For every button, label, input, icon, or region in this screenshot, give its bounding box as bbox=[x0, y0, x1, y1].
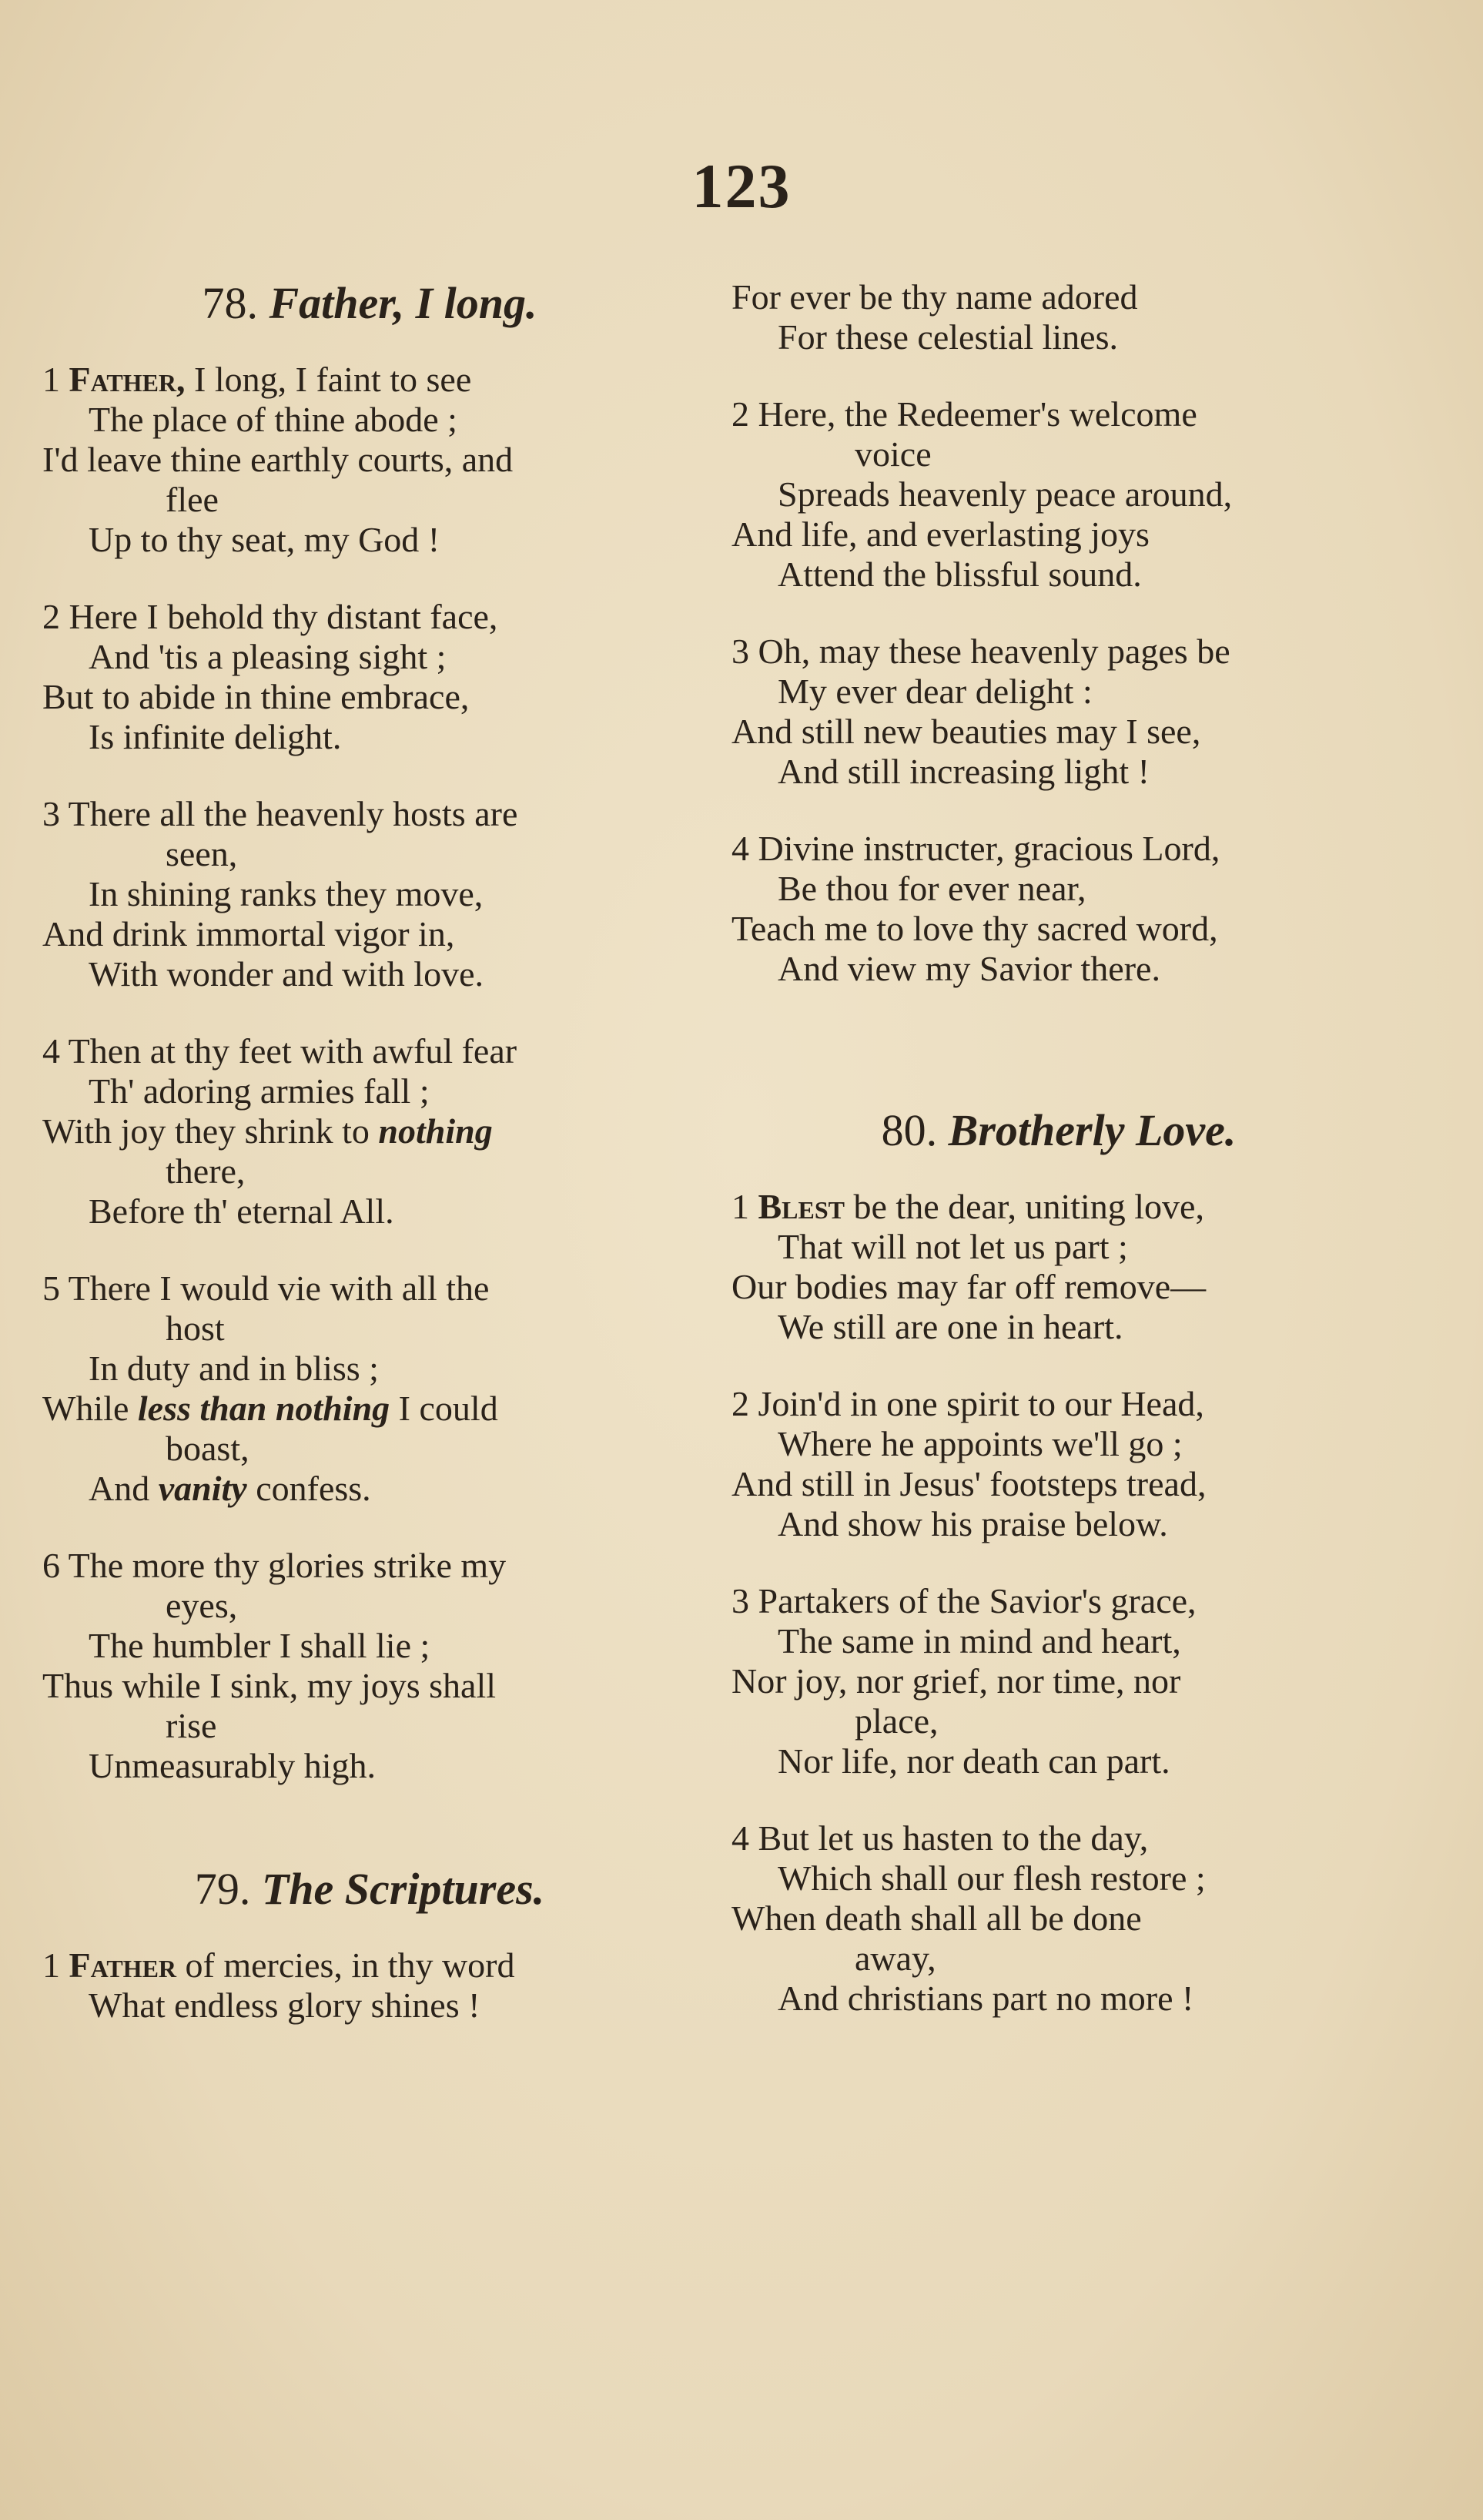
verse-line: And show his praise below. bbox=[778, 1504, 1168, 1543]
verse-line: Th' adoring armies fall ; bbox=[89, 1071, 430, 1111]
verse-line: 6 The more thy glories strike my bbox=[42, 1546, 507, 1585]
hymn-79 bbox=[42, 1863, 697, 2026]
verse-line: My ever dear delight : bbox=[778, 672, 1093, 711]
hymn-name: The Scriptures. bbox=[261, 1864, 545, 1914]
verse-line: 3 There all the heavenly hosts are bbox=[42, 794, 518, 833]
verse-line: Teach me to love thy sacred word, bbox=[731, 909, 1218, 948]
stanza bbox=[731, 1818, 1386, 2019]
hymn-80 bbox=[731, 1104, 1386, 2019]
verse-line: 3 Oh, may these heavenly pages be bbox=[731, 632, 1230, 671]
stanza bbox=[42, 1546, 697, 1786]
verse-line: Where he appoints we'll go ; bbox=[778, 1424, 1183, 1463]
verse-line: Nor life, nor death can part. bbox=[778, 1741, 1170, 1781]
verse-line: flee bbox=[166, 480, 219, 519]
verse-line: 2 Here, the Redeemer's welcome bbox=[731, 394, 1197, 434]
verse-line: 1 Father, I long, I faint to see bbox=[42, 360, 472, 399]
verse-line: And drink immortal vigor in, bbox=[42, 914, 455, 953]
hymn-79-continued bbox=[731, 277, 1386, 989]
verse-line: With joy they shrink to nothing bbox=[42, 1111, 493, 1151]
stanza bbox=[731, 632, 1386, 792]
verse-line: When death shall all be done bbox=[731, 1898, 1142, 1938]
hymn-name: Father, I long. bbox=[269, 278, 537, 328]
hymn-number: 78. bbox=[202, 278, 258, 328]
page-number: 123 bbox=[691, 151, 792, 221]
verse-line: rise bbox=[166, 1706, 217, 1745]
verse-line: 5 There I would vie with all the bbox=[42, 1268, 490, 1308]
stanza bbox=[42, 1945, 697, 2026]
verse-line: Up to thy seat, my God ! bbox=[89, 520, 440, 559]
verse-line: And vanity confess. bbox=[89, 1469, 371, 1508]
verse-line: place, bbox=[855, 1701, 939, 1741]
stanza bbox=[731, 277, 1386, 357]
stanza bbox=[731, 394, 1386, 595]
verse-line: In duty and in bliss ; bbox=[89, 1349, 379, 1388]
hymn-number: 79. bbox=[194, 1864, 251, 1914]
verse-line: 4 But let us hasten to the day, bbox=[731, 1818, 1149, 1858]
verse-line: eyes, bbox=[166, 1586, 238, 1625]
verse-line: Our bodies may far off remove— bbox=[731, 1267, 1207, 1306]
verse-line: host bbox=[166, 1309, 225, 1348]
verse-line: And life, and everlasting joys bbox=[731, 514, 1150, 554]
verse-line: And still in Jesus' footsteps tread, bbox=[731, 1464, 1207, 1503]
verse-line: Be thou for ever near, bbox=[778, 869, 1086, 908]
stanza bbox=[731, 829, 1386, 989]
verse-line: voice bbox=[855, 434, 932, 474]
stanza bbox=[731, 1581, 1386, 1781]
verse-line: Spreads heavenly peace around, bbox=[778, 474, 1233, 514]
emphasis: nothing bbox=[378, 1111, 493, 1151]
verse-line: For these celestial lines. bbox=[778, 317, 1118, 357]
hymn-title bbox=[42, 1863, 697, 1915]
hymn-name: Brotherly Love. bbox=[948, 1105, 1237, 1155]
verse-line: And still increasing light ! bbox=[778, 752, 1150, 791]
verse-line: The humbler I shall lie ; bbox=[89, 1626, 430, 1665]
verse-line: seen, bbox=[166, 834, 238, 873]
verse-line: Before th' eternal All. bbox=[89, 1191, 394, 1231]
verse-line: 3 Partakers of the Savior's grace, bbox=[731, 1581, 1197, 1620]
hymn-number: 80. bbox=[881, 1105, 938, 1155]
hymn-title bbox=[731, 1104, 1386, 1156]
verse-line: 2 Here I behold thy distant face, bbox=[42, 597, 498, 636]
stanza bbox=[42, 360, 697, 560]
verse-line: Is infinite delight. bbox=[89, 717, 342, 756]
verse-line: In shining ranks they move, bbox=[89, 874, 484, 913]
verse-line: away, bbox=[855, 1939, 936, 1978]
verse-line: Nor joy, nor grief, nor time, nor bbox=[731, 1661, 1181, 1701]
verse-line: And christians part no more ! bbox=[778, 1979, 1194, 2018]
stanza bbox=[42, 794, 697, 994]
stanza bbox=[731, 1187, 1386, 1347]
stanza bbox=[42, 1268, 697, 1509]
emphasis: vanity bbox=[158, 1469, 247, 1508]
verse-line: While less than nothing I could bbox=[42, 1389, 498, 1428]
hymn-title bbox=[42, 277, 697, 329]
verse-line: 2 Join'd in one spirit to our Head, bbox=[731, 1384, 1204, 1423]
verse-line: We still are one in heart. bbox=[778, 1307, 1123, 1346]
verse-line: there, bbox=[166, 1151, 246, 1191]
stanza bbox=[731, 1384, 1386, 1544]
verse-line: boast, bbox=[166, 1429, 249, 1468]
verse-line: What endless glory shines ! bbox=[89, 1986, 480, 2025]
verse-line: 4 Then at thy feet with awful fear bbox=[42, 1031, 517, 1071]
verse-line: 1 Father of mercies, in thy word bbox=[42, 1945, 515, 1985]
verse-line: 4 Divine instructer, gracious Lord, bbox=[731, 829, 1220, 868]
verse-line: Attend the blissful sound. bbox=[778, 555, 1142, 594]
emphasis: less than nothing bbox=[137, 1389, 390, 1428]
verse-line: The same in mind and heart, bbox=[778, 1621, 1181, 1660]
verse-line: Which shall our flesh restore ; bbox=[778, 1858, 1206, 1898]
verse-line: Thus while I sink, my joys shall bbox=[42, 1666, 497, 1705]
right-column bbox=[731, 277, 1386, 2019]
verse-line: And still new beauties may I see, bbox=[731, 712, 1201, 751]
verse-line: The place of thine abode ; bbox=[89, 400, 457, 439]
verse-line: But to abide in thine embrace, bbox=[42, 677, 470, 716]
verse-line: And view my Savior there. bbox=[778, 949, 1160, 988]
stanza bbox=[42, 597, 697, 757]
left-column bbox=[42, 277, 697, 2026]
verse-line: With wonder and with love. bbox=[89, 954, 484, 994]
verse-line: I'd leave thine earthly courts, and bbox=[42, 440, 514, 479]
stanza bbox=[42, 1031, 697, 1232]
verse-line: Unmeasurably high. bbox=[89, 1746, 377, 1785]
verse-line: That will not let us part ; bbox=[778, 1227, 1128, 1266]
verse-line: For ever be thy name adored bbox=[731, 277, 1138, 317]
verse-line: 1 Blest be the dear, uniting love, bbox=[731, 1187, 1204, 1226]
verse-line: And 'tis a pleasing sight ; bbox=[89, 637, 447, 676]
hymn-78 bbox=[42, 277, 697, 1786]
